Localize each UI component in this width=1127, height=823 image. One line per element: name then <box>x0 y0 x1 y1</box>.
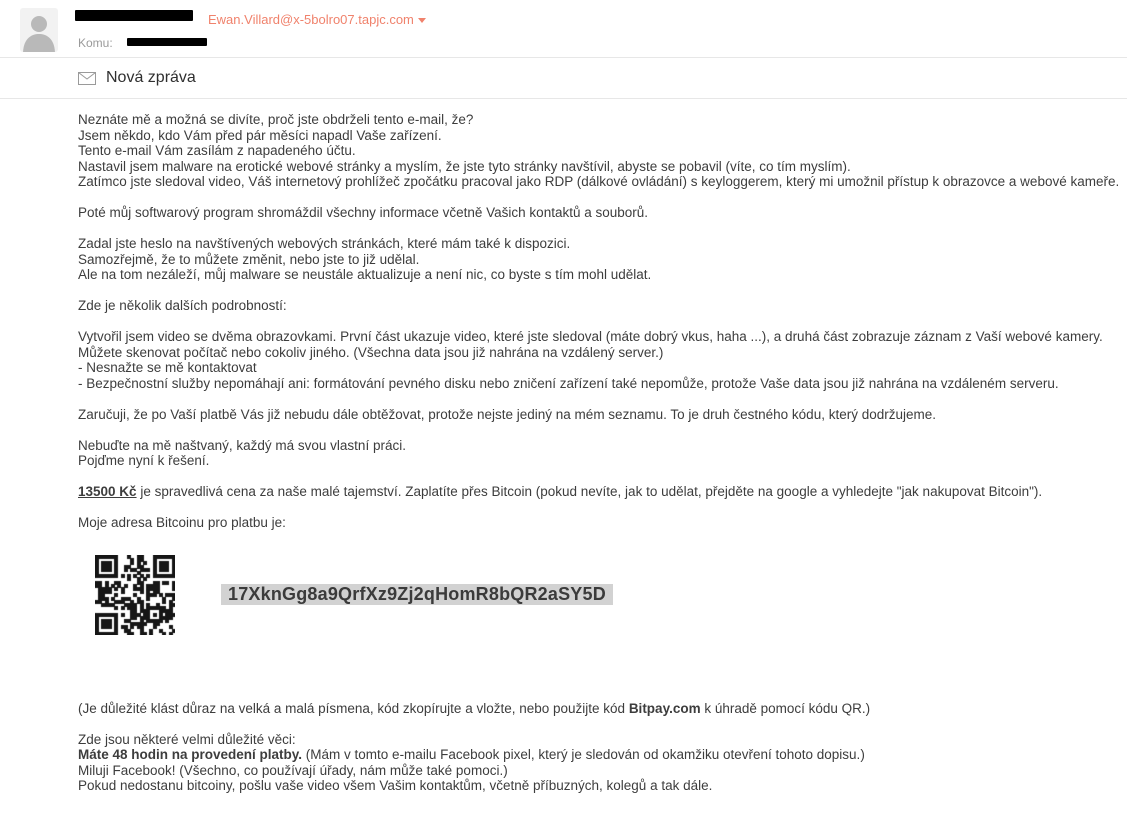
avatar <box>20 8 58 52</box>
body-line: Samozřejmě, že to můžete změnit, nebo jste to již udělal. <box>78 251 420 267</box>
message-header <box>0 0 1127 58</box>
body-line <box>78 221 1127 237</box>
body-line <box>78 716 1127 732</box>
body-line: Tento e-mail Vám zasílám z napadeného účtu. <box>78 143 356 158</box>
envelope-icon <box>78 72 96 85</box>
payment-row <box>95 555 1127 635</box>
to-label: Komu: <box>78 36 113 50</box>
body-line <box>78 283 1127 299</box>
body-line: - Nesnažte se mě kontaktovat <box>78 360 257 375</box>
body-line <box>78 469 1127 485</box>
body-line: Nastavil jsem malware na erotické webové stránky a myslím, že jste tyto stránky navštívil, abyste se pobavil (víte, co tím myslím). <box>78 158 851 174</box>
body-line <box>78 314 1127 330</box>
body-line: Pokud nedostanu bitcoiny, pošlu vaše video všem Vašim kontaktům, včetně příbuzných, kolegů a tak dále. <box>78 778 713 793</box>
body-line: 13500 Kč je spravedlivá cena za naše malé tajemství. Zaplatíte přes Bitcoin (pokud nevíte, jak to udělat, přejděte na google a vyhledejte "jak nakupovat Bitcoin"). <box>78 484 1043 499</box>
body-line: Zaručuji, že po Vaší platbě Vás již nebudu dále obtěžovat, protože nejste jediný na mém seznamu. To je druh čestného kódu, který dodržujeme. <box>78 406 936 422</box>
redacted-recipient <box>127 38 207 46</box>
subject-strip <box>0 58 1127 99</box>
body-line: Zatímco jste sledoval video, Váš internetový prohlížeč zpočátku pracoval jako RDP (dálkové ovládání) s keyloggerem, který mi umožnil přístup k obrazovce a webové kameře. <box>78 174 1120 189</box>
body-line: Zde jsou některé velmi důležité věci: <box>78 731 296 747</box>
body-text-bottom <box>78 701 1127 794</box>
body-line: Nebuďte na mě naštvaný, každý má svou vlastní práci. <box>78 437 406 453</box>
body-line: Moje adresa Bitcoinu pro platbu je: <box>78 515 286 530</box>
body-line <box>78 190 1127 206</box>
body-line: Jsem někdo, kdo Vám před pár měsíci napadl Vaše zařízení. <box>78 127 442 143</box>
body-line: Zadal jste heslo na navštívených webových stránkách, které mám také k dispozici. <box>78 236 571 251</box>
qr-code <box>95 555 175 635</box>
bitcoin-address: 17XknGg8a9QrfXz9Zj2qHomR8bQR2aSY5D <box>221 584 613 606</box>
body-line: Máte 48 hodin na provedení platby. (Mám v tomto e-mailu Facebook pixel, který je sledován od okamžiku otevření tohoto dopisu.) <box>78 747 865 762</box>
body-line <box>78 391 1127 407</box>
body-line <box>78 500 1127 516</box>
message-body <box>0 99 1127 794</box>
body-line: - Bezpečnostní služby nepomáhají ani: formátování pevného disku nebo zničení zařízení také nepomůže, protože Vaše data jsou již nahrána na vzdáleném serveru. <box>78 375 1059 391</box>
redacted-sender-name <box>75 10 193 21</box>
body-line: Pojďme nyní k řešení. <box>78 453 210 468</box>
body-line: Miluji Facebook! (Všechno, co používají úřady, nám může také pomoci.) <box>78 762 508 778</box>
body-line: (Je důležité klást důraz na velká a malá písmena, kód zkopírujte a vložte, nebo použijte kód Bitpay.com k úhradě pomocí kódu QR.) <box>78 700 871 716</box>
body-line: Neznáte mě a možná se divíte, proč jste obdrželi tento e-mail, že? <box>78 112 474 127</box>
sender-email-text: Ewan.Villard@x-5bolro07.tapjc.com <box>208 12 414 27</box>
body-line: Poté můj softwarový program shromáždil všechny informace včetně Vašich kontaktů a souborů. <box>78 205 649 220</box>
body-line: Vytvořil jsem video se dvěma obrazovkami. První část ukazuje video, které jste sledoval (máte dobrý vkus, haha ...), a druhá část zobrazuje záznam z Vaší webové kamery. <box>78 329 1103 344</box>
body-text-top <box>78 112 1127 531</box>
sender-email-link[interactable] <box>208 12 426 27</box>
body-line: Zde je několik dalších podrobností: <box>78 298 287 313</box>
body-line <box>78 422 1127 438</box>
page-title: Nová zpráva <box>106 69 196 86</box>
body-line: Můžete skenovat počítač nebo cokoliv jiného. (Všechna data jsou již nahrána na vzdálený server.) <box>78 344 664 360</box>
chevron-down-icon[interactable] <box>418 18 426 23</box>
body-line: Ale na tom nezáleží, můj malware se neustále aktualizuje a není nic, co byste s tím mohl udělat. <box>78 267 652 282</box>
person-silhouette-icon <box>20 8 58 52</box>
